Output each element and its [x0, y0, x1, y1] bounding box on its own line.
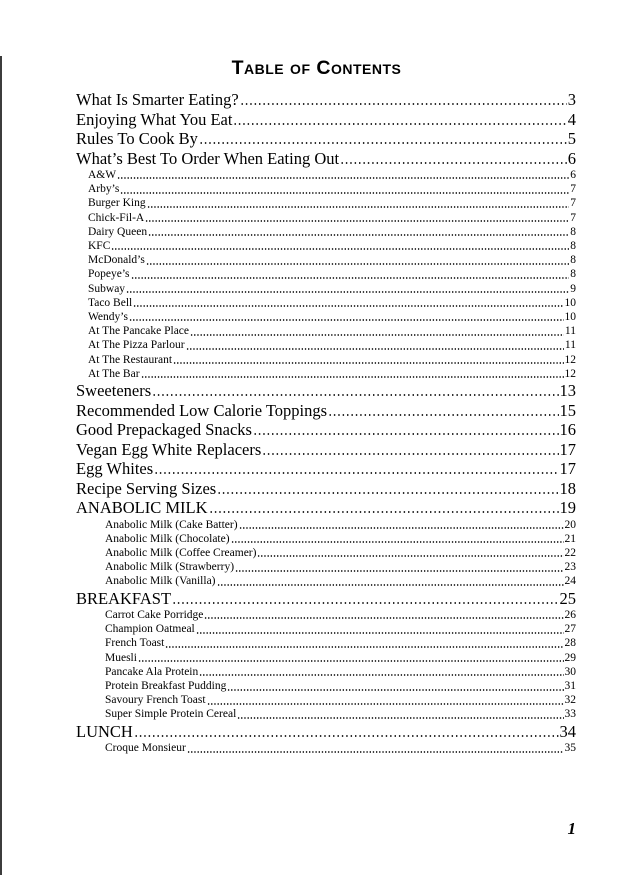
- toc-entry[interactable]: [76, 110, 576, 130]
- toc-dot-leader: [235, 560, 563, 574]
- toc-entry[interactable]: [76, 267, 576, 281]
- toc-dot-leader: [126, 282, 569, 296]
- toc-entry-page: 11: [564, 325, 576, 338]
- toc-entry-page: 29: [564, 651, 576, 664]
- toc-dot-leader: [145, 211, 569, 225]
- toc-entry[interactable]: [76, 196, 576, 210]
- toc-entry-label: Dairy Queen: [88, 225, 148, 238]
- toc-dot-leader: [239, 518, 564, 532]
- toc-entry-label: French Toast: [105, 637, 165, 650]
- toc-entry-page: 6: [570, 169, 576, 181]
- toc-entry[interactable]: [76, 518, 576, 532]
- toc-entry-page: 8: [570, 240, 576, 253]
- toc-entry[interactable]: [76, 239, 576, 253]
- toc-entry-label: At The Pancake Place: [88, 325, 190, 338]
- toc-dot-leader: [257, 546, 563, 560]
- toc-entry[interactable]: [76, 722, 576, 742]
- toc-entry-page: 27: [564, 623, 576, 636]
- toc-dot-leader: [173, 353, 563, 367]
- toc-entry-page: 35: [564, 742, 576, 755]
- toc-dot-leader: [209, 498, 559, 518]
- toc-entry-label: Rules To Cook By: [76, 129, 198, 148]
- toc-entry-page: 30: [564, 665, 576, 678]
- toc-entry-label: Anabolic Milk (Vanilla): [105, 575, 216, 588]
- toc-entry[interactable]: [76, 90, 576, 110]
- toc-entry-page: 25: [559, 588, 576, 608]
- toc-dot-leader: [146, 253, 569, 267]
- toc-entry[interactable]: [76, 707, 576, 721]
- toc-entry-label: Croque Monsieur: [105, 742, 186, 755]
- toc-entry-label: Chick-Fil-A: [88, 211, 145, 224]
- toc-dot-leader: [207, 693, 564, 707]
- toc-entry-label: Carrot Cake Porridge: [105, 609, 204, 622]
- toc-entry-page: 11: [564, 339, 576, 352]
- toc-dot-leader: [240, 90, 567, 110]
- toc-entry-page: 13: [559, 381, 576, 401]
- toc-dot-leader: [227, 679, 563, 693]
- toc-entry-page: 10: [564, 296, 576, 309]
- toc-dot-leader: [120, 182, 569, 196]
- toc-entry-label: ANABOLIC MILK: [76, 498, 208, 518]
- toc-entry[interactable]: [76, 324, 576, 338]
- toc-entry-page: 16: [559, 420, 576, 440]
- toc-entry-label: At The Bar: [88, 367, 140, 380]
- toc-entry-label: Recipe Serving Sizes: [76, 478, 217, 498]
- toc-entry[interactable]: [76, 149, 576, 169]
- toc-entry-label: Taco Bell: [88, 296, 133, 309]
- toc-entry[interactable]: [76, 381, 576, 401]
- toc-entry[interactable]: [76, 253, 576, 267]
- toc-entry-page: 32: [564, 694, 576, 707]
- toc-dot-leader: [111, 239, 569, 253]
- toc-entry[interactable]: [76, 282, 576, 296]
- toc-entry-page: 12: [564, 353, 576, 366]
- toc-entry[interactable]: [76, 420, 576, 440]
- toc-entry[interactable]: [76, 296, 576, 310]
- toc-dot-leader: [233, 110, 566, 130]
- toc-entry-page: 7: [570, 183, 576, 196]
- toc-entry-page: 9: [570, 282, 576, 295]
- toc-entry-label: KFC: [88, 240, 111, 253]
- toc-entry[interactable]: [76, 479, 576, 499]
- toc-entry-page: 23: [564, 561, 576, 574]
- toc-dot-leader: [152, 381, 558, 401]
- toc-entry[interactable]: [76, 129, 576, 149]
- toc-dot-leader: [196, 622, 564, 636]
- toc-entry-label: BREAKFAST: [76, 588, 172, 608]
- toc-entry-page: 20: [564, 518, 576, 531]
- toc-entry-label: Muesli: [105, 651, 137, 664]
- toc-entry[interactable]: [76, 498, 576, 518]
- toc-dot-leader: [165, 636, 563, 650]
- toc-entry-label: Champion Oatmeal: [105, 623, 195, 636]
- toc-entry-label: Super Simple Protein Cereal: [105, 708, 237, 721]
- toc-dot-leader: [154, 459, 558, 479]
- toc-dot-leader: [134, 722, 559, 742]
- toc-entry-label: Sweeteners: [76, 381, 152, 401]
- toc-dot-leader: [237, 707, 563, 721]
- toc-entry-page: 8: [570, 225, 576, 238]
- toc-entry-page: 19: [559, 498, 576, 518]
- toc-entry-label: Enjoying What You Eat: [76, 109, 233, 129]
- toc-entry[interactable]: [76, 401, 576, 421]
- toc-dot-leader: [204, 608, 563, 622]
- toc-list: [76, 90, 576, 755]
- toc-entry-page: 6: [567, 148, 576, 168]
- toc-entry-page: 8: [570, 268, 576, 281]
- toc-entry-page: 31: [564, 680, 576, 693]
- toc-entry-label: Popeye’s: [88, 268, 130, 281]
- toc-entry-page: 17: [559, 459, 576, 479]
- toc-entry[interactable]: [76, 608, 576, 622]
- toc-entry[interactable]: [76, 310, 576, 324]
- toc-entry[interactable]: [76, 367, 576, 381]
- toc-dot-leader: [138, 651, 564, 665]
- toc-dot-leader: [147, 196, 570, 210]
- toc-dot-leader: [186, 338, 564, 352]
- toc-entry-page: 12: [564, 367, 576, 380]
- toc-entry-label: Anabolic Milk (Strawberry): [105, 561, 235, 574]
- page-left-edge: [0, 56, 2, 875]
- toc-entry-label: Good Prepackaged Snacks: [76, 420, 252, 440]
- toc-entry-page: 33: [564, 708, 576, 721]
- toc-entry[interactable]: [76, 532, 576, 546]
- toc-dot-leader: [148, 225, 569, 239]
- toc-entry[interactable]: [76, 225, 576, 239]
- toc-entry-page: 21: [564, 532, 576, 545]
- toc-entry[interactable]: [76, 459, 576, 479]
- toc-dot-leader: [199, 129, 567, 149]
- toc-entry[interactable]: [76, 182, 576, 196]
- toc-entry-page: 7: [570, 197, 576, 210]
- toc-entry-page: 15: [559, 400, 576, 420]
- toc-dot-leader: [133, 296, 563, 310]
- toc-entry[interactable]: [76, 338, 576, 352]
- toc-entry[interactable]: [76, 560, 576, 574]
- toc-entry-label: At The Restaurant: [88, 353, 173, 366]
- toc-entry-page: 3: [567, 90, 576, 109]
- toc-entry-page: 24: [564, 575, 576, 588]
- page: [0, 56, 633, 838]
- toc-entry-page: 10: [564, 311, 576, 324]
- toc-entry-label: A&W: [88, 169, 117, 181]
- toc-entry[interactable]: [76, 651, 576, 665]
- toc-entry-label: Pancake Ala Protein: [105, 665, 199, 678]
- page-title: Table of Contents: [231, 57, 402, 79]
- toc-dot-leader: [190, 324, 564, 338]
- toc-dot-leader: [172, 589, 558, 609]
- toc-entry-label: Wendy’s: [88, 311, 128, 324]
- toc-entry[interactable]: [76, 211, 576, 225]
- toc-dot-leader: [253, 420, 559, 440]
- toc-entry-page: 26: [564, 609, 576, 622]
- toc-entry[interactable]: [76, 622, 576, 636]
- toc-dot-leader: [231, 532, 564, 546]
- toc-entry-page: 17: [559, 439, 576, 459]
- toc-entry[interactable]: [76, 589, 576, 609]
- toc-entry-label: Egg Whites: [76, 459, 154, 479]
- toc-dot-leader: [217, 574, 564, 588]
- toc-entry-label: LUNCH: [76, 721, 133, 741]
- toc-entry-label: Subway: [88, 282, 126, 295]
- toc-entry-label: Protein Breakfast Pudding: [105, 680, 227, 693]
- toc-entry-page: 18: [559, 478, 576, 498]
- toc-entry[interactable]: [76, 693, 576, 707]
- toc-entry-label: At The Pizza Parlour: [88, 339, 185, 352]
- toc-entry[interactable]: [76, 440, 576, 460]
- toc-dot-leader: [199, 665, 563, 679]
- toc-entry-label: Vegan Egg White Replacers: [76, 439, 262, 459]
- toc-entry-page: 5: [567, 129, 576, 148]
- toc-entry-page: 7: [570, 211, 576, 224]
- toc-entry[interactable]: [76, 546, 576, 560]
- toc-entry-page: 28: [564, 637, 576, 650]
- toc-entry-label: Savoury French Toast: [105, 694, 206, 707]
- toc-entry-page: 22: [564, 546, 576, 559]
- toc-entry-page: 4: [567, 109, 576, 129]
- toc-dot-leader: [131, 267, 570, 281]
- footer-page-number: 1: [567, 819, 576, 838]
- toc-dot-leader: [262, 440, 558, 460]
- toc-entry-label: Recommended Low Calorie Toppings: [76, 400, 328, 420]
- toc-entry-label: Anabolic Milk (Cake Batter): [105, 518, 238, 531]
- toc-dot-leader: [141, 367, 564, 381]
- toc-entry[interactable]: [76, 168, 576, 182]
- toc-entry-label: What Is Smarter Eating?: [76, 90, 239, 109]
- toc-dot-leader: [340, 149, 567, 169]
- toc-entry[interactable]: [76, 353, 576, 367]
- toc-dot-leader: [187, 741, 564, 755]
- toc-entry-label: McDonald’s: [88, 254, 145, 267]
- toc-entry-page: 8: [570, 254, 576, 267]
- toc-entry[interactable]: [76, 741, 576, 755]
- toc-entry-label: Burger King: [88, 197, 146, 210]
- toc-entry-label: What’s Best To Order When Eating Out: [76, 148, 340, 168]
- toc-entry-label: Anabolic Milk (Chocolate): [105, 532, 230, 545]
- toc-entry[interactable]: [76, 574, 576, 588]
- toc-dot-leader: [217, 479, 558, 499]
- toc-entry[interactable]: [76, 679, 576, 693]
- toc-dot-leader: [117, 168, 569, 182]
- toc-entry[interactable]: [76, 665, 576, 679]
- toc-entry-page: 34: [559, 721, 576, 741]
- toc-entry-label: Anabolic Milk (Coffee Creamer): [105, 546, 257, 559]
- toc-entry[interactable]: [76, 636, 576, 650]
- toc-entry-label: Arby’s: [88, 183, 120, 196]
- toc-dot-leader: [328, 401, 558, 421]
- toc-dot-leader: [129, 310, 564, 324]
